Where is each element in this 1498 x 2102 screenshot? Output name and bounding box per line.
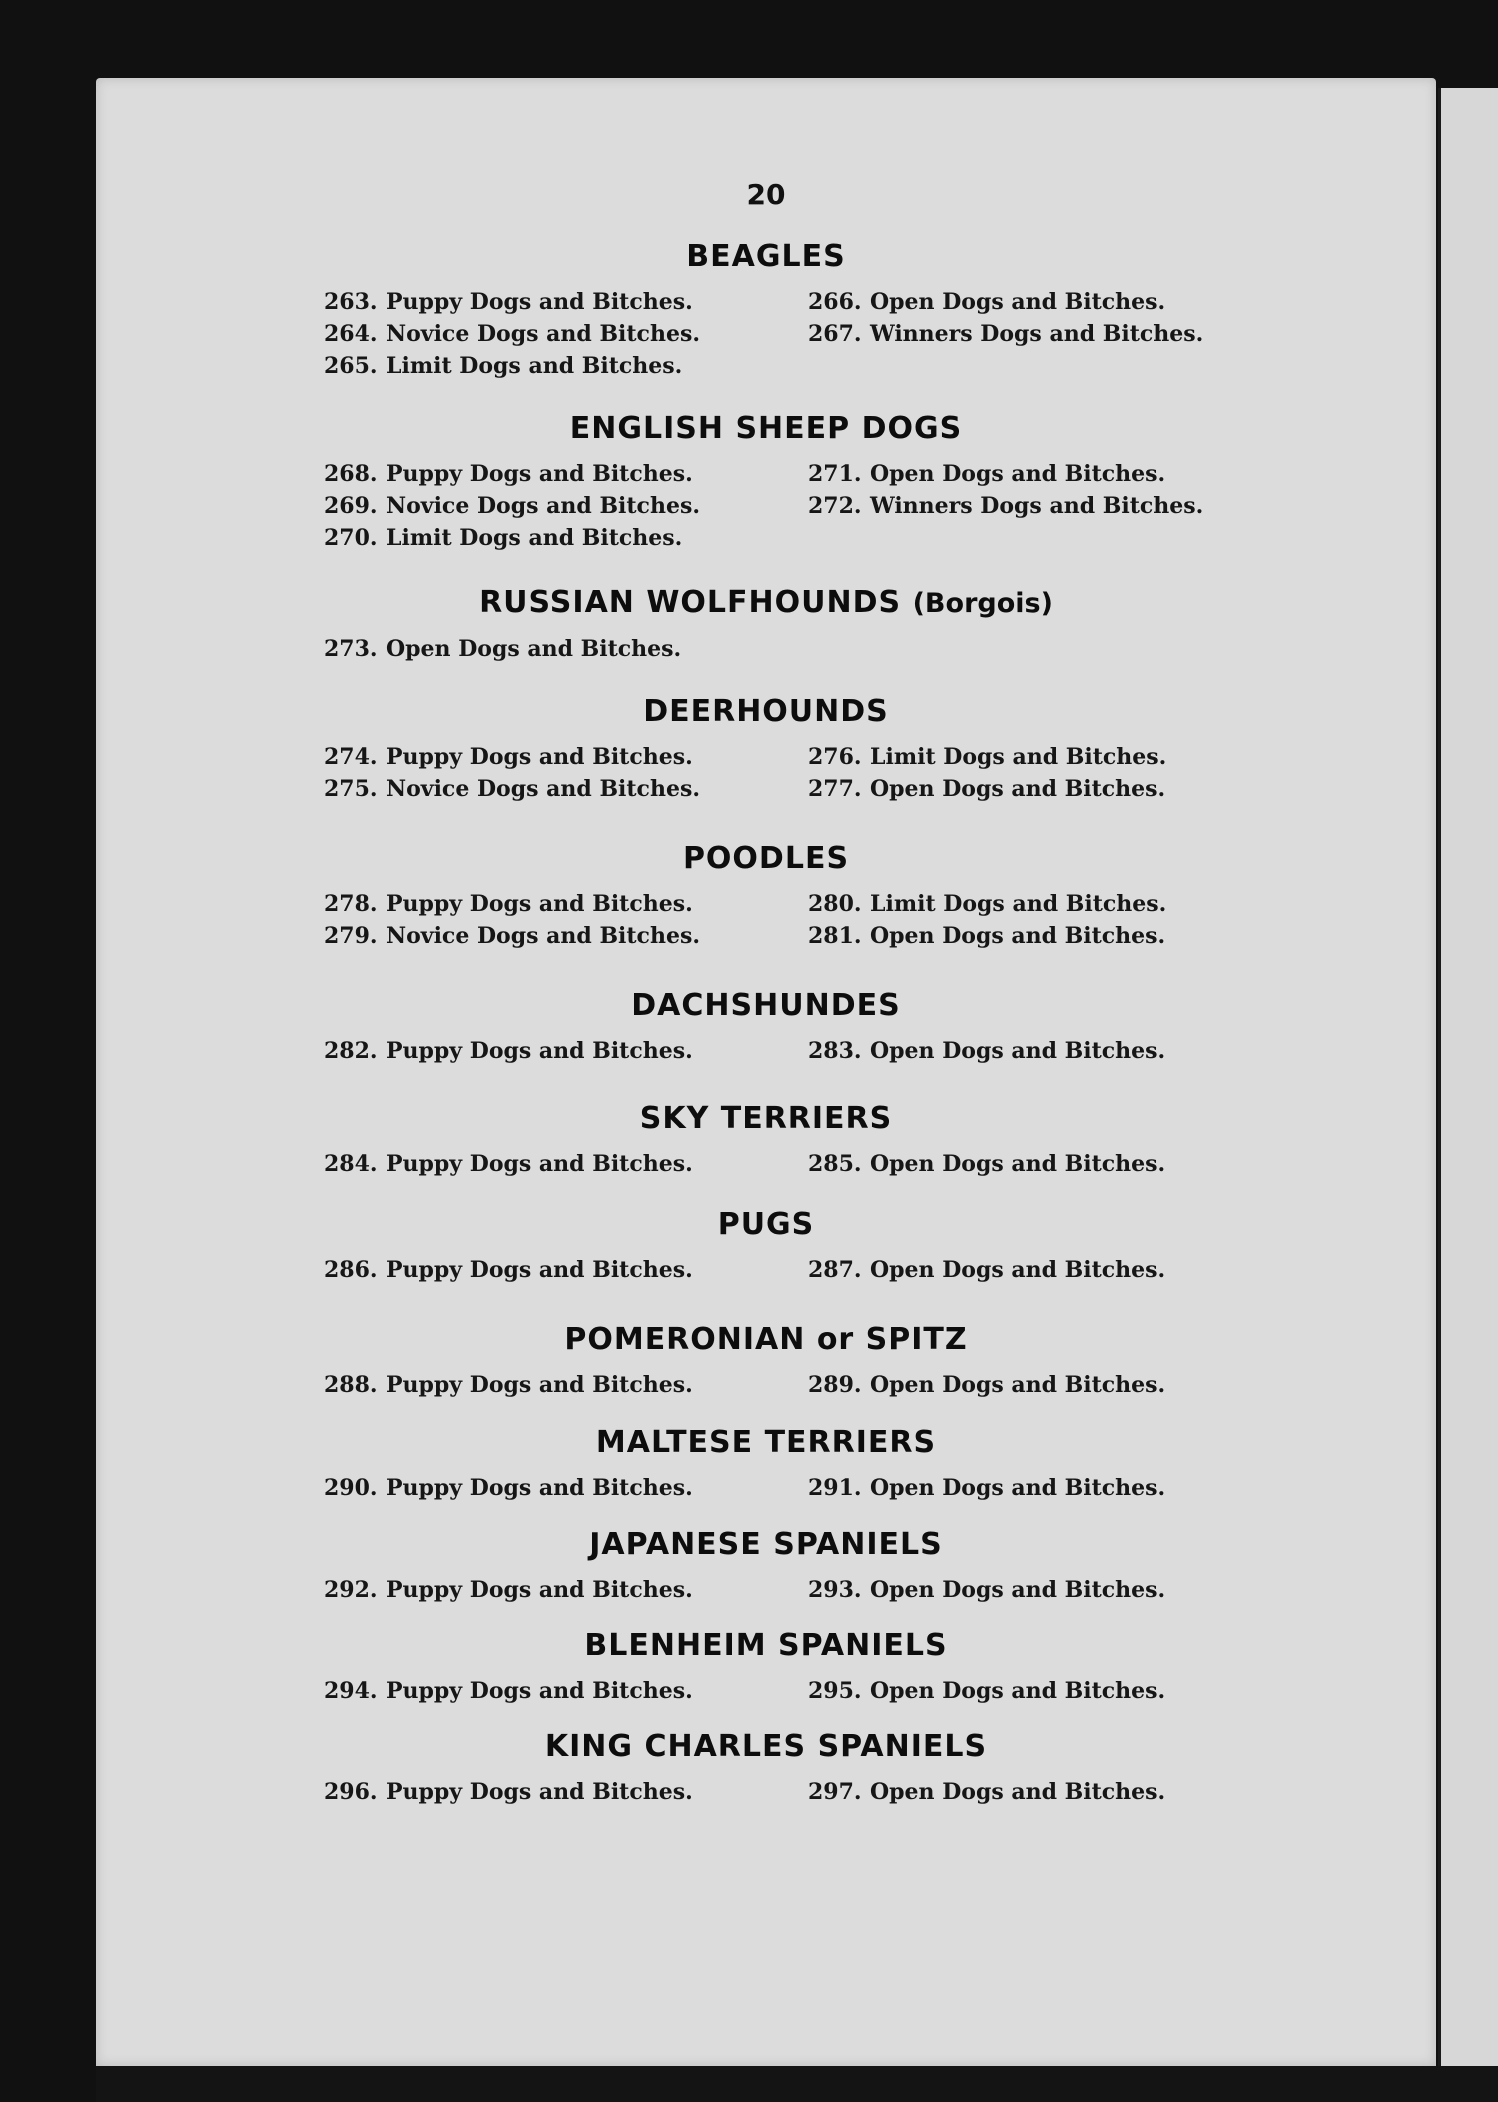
right-column xyxy=(808,1254,1165,1286)
breed-title: POMERONIAN or SPITZ xyxy=(564,1322,968,1357)
class-description: Limit Dogs and Bitches. xyxy=(386,525,683,551)
class-number: 288. xyxy=(324,1372,378,1398)
page-number: 20 xyxy=(746,178,786,211)
class-number: 295. xyxy=(808,1678,862,1704)
breed-title: KING CHARLES SPANIELS xyxy=(544,1729,988,1764)
right-column xyxy=(808,888,1166,952)
class-number: 285. xyxy=(808,1151,862,1177)
class-columns xyxy=(96,741,1436,841)
class-entry xyxy=(324,1035,693,1067)
breed-title: JAPANESE SPANIELS xyxy=(589,1527,943,1562)
class-entry xyxy=(808,318,1203,350)
class-number: 266. xyxy=(808,289,862,315)
class-entry xyxy=(808,1574,1165,1606)
class-description: Open Dogs and Bitches. xyxy=(870,1678,1166,1704)
class-entry xyxy=(324,741,700,773)
class-number: 263. xyxy=(324,289,378,315)
class-description: Open Dogs and Bitches. xyxy=(870,1475,1166,1501)
breed-heading xyxy=(166,1206,1366,1244)
class-entry xyxy=(324,1472,693,1504)
breed-heading xyxy=(166,410,1366,448)
class-description: Open Dogs and Bitches. xyxy=(870,1577,1166,1603)
class-description: Puppy Dogs and Bitches. xyxy=(386,1577,693,1603)
class-columns xyxy=(96,458,1436,558)
breed-title: BLENHEIM SPANIELS xyxy=(584,1628,948,1663)
class-number: 286. xyxy=(324,1257,378,1283)
class-entry xyxy=(324,773,700,805)
left-column xyxy=(324,458,700,554)
class-entry xyxy=(808,1254,1165,1286)
class-number: 292. xyxy=(324,1577,378,1603)
breed-heading xyxy=(166,584,1366,623)
class-description: Puppy Dogs and Bitches. xyxy=(386,744,693,770)
class-entry xyxy=(808,1472,1165,1504)
left-column xyxy=(324,1675,693,1707)
class-description: Puppy Dogs and Bitches. xyxy=(386,1475,693,1501)
breed-heading xyxy=(166,693,1366,731)
class-entry xyxy=(324,633,681,665)
class-description: Winners Dogs and Bitches. xyxy=(870,493,1204,519)
class-number: 272. xyxy=(808,493,862,519)
right-column xyxy=(808,1472,1165,1504)
right-column xyxy=(808,286,1203,350)
class-description: Novice Dogs and Bitches. xyxy=(386,923,700,949)
class-description: Open Dogs and Bitches. xyxy=(870,1779,1166,1805)
class-number: 279. xyxy=(324,923,378,949)
class-entry xyxy=(324,458,700,490)
class-number: 287. xyxy=(808,1257,862,1283)
class-entry xyxy=(808,490,1203,522)
breed-title: ENGLISH SHEEP DOGS xyxy=(569,411,963,446)
left-column xyxy=(324,1472,693,1504)
class-number: 289. xyxy=(808,1372,862,1398)
class-description: Limit Dogs and Bitches. xyxy=(386,353,683,379)
class-description: Open Dogs and Bitches. xyxy=(870,1151,1166,1177)
breed-heading xyxy=(166,1627,1366,1665)
class-number: 294. xyxy=(324,1678,378,1704)
breed-heading xyxy=(166,987,1366,1025)
class-entry xyxy=(808,1148,1165,1180)
class-number: 296. xyxy=(324,1779,378,1805)
breed-title: PUGS xyxy=(717,1207,815,1242)
breed-title: SKY TERRIERS xyxy=(639,1101,893,1136)
breed-section xyxy=(96,693,1436,841)
breed-heading xyxy=(166,238,1366,276)
class-entry xyxy=(324,490,700,522)
class-entry xyxy=(808,458,1203,490)
left-column xyxy=(324,1776,693,1808)
class-entry xyxy=(324,1776,693,1808)
class-description: Novice Dogs and Bitches. xyxy=(386,321,700,347)
breed-title: DACHSHUNDES xyxy=(631,988,901,1023)
breed-title: MALTESE TERRIERS xyxy=(595,1425,937,1460)
class-number: 273. xyxy=(324,636,378,662)
left-column xyxy=(324,1035,693,1067)
class-entry xyxy=(808,920,1166,952)
class-description: Open Dogs and Bitches. xyxy=(870,923,1166,949)
class-description: Open Dogs and Bitches. xyxy=(870,461,1166,487)
right-column xyxy=(808,1369,1165,1401)
class-description: Puppy Dogs and Bitches. xyxy=(386,1257,693,1283)
class-number: 264. xyxy=(324,321,378,347)
class-number: 284. xyxy=(324,1151,378,1177)
breed-title: RUSSIAN WOLFHOUNDS xyxy=(479,585,902,620)
class-description: Novice Dogs and Bitches. xyxy=(386,776,700,802)
breed-heading xyxy=(166,1526,1366,1564)
class-number: 270. xyxy=(324,525,378,551)
class-number: 268. xyxy=(324,461,378,487)
class-entry xyxy=(324,1369,693,1401)
class-number: 282. xyxy=(324,1038,378,1064)
breed-heading xyxy=(166,840,1366,878)
class-description: Open Dogs and Bitches. xyxy=(870,776,1166,802)
class-entry xyxy=(324,522,700,554)
left-column xyxy=(324,888,700,952)
class-description: Puppy Dogs and Bitches. xyxy=(386,1151,693,1177)
class-number: 293. xyxy=(808,1577,862,1603)
right-column xyxy=(808,1776,1165,1808)
class-description: Puppy Dogs and Bitches. xyxy=(386,461,693,487)
class-entry xyxy=(324,888,700,920)
breed-title: DEERHOUNDS xyxy=(643,694,889,729)
right-column xyxy=(808,458,1203,522)
class-entry xyxy=(808,1776,1165,1808)
breed-section xyxy=(96,238,1436,386)
class-number: 283. xyxy=(808,1038,862,1064)
class-entry xyxy=(808,1035,1165,1067)
class-entry xyxy=(324,350,700,382)
class-entry xyxy=(324,318,700,350)
class-number: 265. xyxy=(324,353,378,379)
class-number: 291. xyxy=(808,1475,862,1501)
class-number: 278. xyxy=(324,891,378,917)
breed-section xyxy=(96,410,1436,558)
class-entry xyxy=(324,920,700,952)
left-column xyxy=(324,633,681,665)
left-column xyxy=(324,1574,693,1606)
document-page xyxy=(96,78,1436,2066)
class-columns xyxy=(96,888,1436,988)
left-column xyxy=(324,1148,693,1180)
class-description: Puppy Dogs and Bitches. xyxy=(386,891,693,917)
class-description: Puppy Dogs and Bitches. xyxy=(386,1779,693,1805)
class-entry xyxy=(808,888,1166,920)
class-description: Limit Dogs and Bitches. xyxy=(870,891,1167,917)
class-number: 274. xyxy=(324,744,378,770)
class-number: 276. xyxy=(808,744,862,770)
class-entry xyxy=(808,741,1166,773)
class-description: Puppy Dogs and Bitches. xyxy=(386,289,693,315)
class-description: Novice Dogs and Bitches. xyxy=(386,493,700,519)
class-description: Puppy Dogs and Bitches. xyxy=(386,1372,693,1398)
right-column xyxy=(808,1675,1165,1707)
class-description: Winners Dogs and Bitches. xyxy=(870,321,1204,347)
class-description: Puppy Dogs and Bitches. xyxy=(386,1678,693,1704)
class-number: 269. xyxy=(324,493,378,519)
class-description: Open Dogs and Bitches. xyxy=(386,636,682,662)
left-column xyxy=(324,286,700,382)
class-entry xyxy=(808,1369,1165,1401)
class-description: Open Dogs and Bitches. xyxy=(870,1372,1166,1398)
breed-title: POODLES xyxy=(682,841,850,876)
breed-subtitle: (Borgois) xyxy=(912,588,1053,619)
breed-heading xyxy=(166,1100,1366,1138)
class-number: 281. xyxy=(808,923,862,949)
class-number: 267. xyxy=(808,321,862,347)
class-number: 290. xyxy=(324,1475,378,1501)
class-number: 271. xyxy=(808,461,862,487)
breed-heading xyxy=(166,1321,1366,1359)
class-entry xyxy=(808,1675,1165,1707)
class-description: Open Dogs and Bitches. xyxy=(870,289,1166,315)
class-columns xyxy=(96,1776,1436,1876)
class-entry xyxy=(324,1675,693,1707)
breed-title: BEAGLES xyxy=(686,239,846,274)
left-column xyxy=(324,1254,693,1286)
right-column xyxy=(808,1574,1165,1606)
class-description: Limit Dogs and Bitches. xyxy=(870,744,1167,770)
class-entry xyxy=(324,1148,693,1180)
left-column xyxy=(324,1369,693,1401)
class-entry xyxy=(324,1574,693,1606)
breed-heading xyxy=(166,1728,1366,1766)
class-entry xyxy=(324,286,700,318)
class-number: 280. xyxy=(808,891,862,917)
right-column xyxy=(808,1148,1165,1180)
right-column xyxy=(808,1035,1165,1067)
left-column xyxy=(324,741,700,805)
breed-section xyxy=(96,840,1436,988)
class-description: Open Dogs and Bitches. xyxy=(870,1038,1166,1064)
class-columns xyxy=(96,286,1436,386)
breed-section xyxy=(96,1728,1436,1876)
class-number: 275. xyxy=(324,776,378,802)
right-column xyxy=(808,741,1166,805)
class-entry xyxy=(324,1254,693,1286)
class-entry xyxy=(808,773,1166,805)
breed-heading xyxy=(166,1424,1366,1462)
class-description: Puppy Dogs and Bitches. xyxy=(386,1038,693,1064)
class-number: 297. xyxy=(808,1779,862,1805)
scan-border xyxy=(96,2066,1498,2102)
class-number: 277. xyxy=(808,776,862,802)
class-entry xyxy=(808,286,1203,318)
adjacent-page-edge xyxy=(1438,88,1498,2068)
class-description: Open Dogs and Bitches. xyxy=(870,1257,1166,1283)
